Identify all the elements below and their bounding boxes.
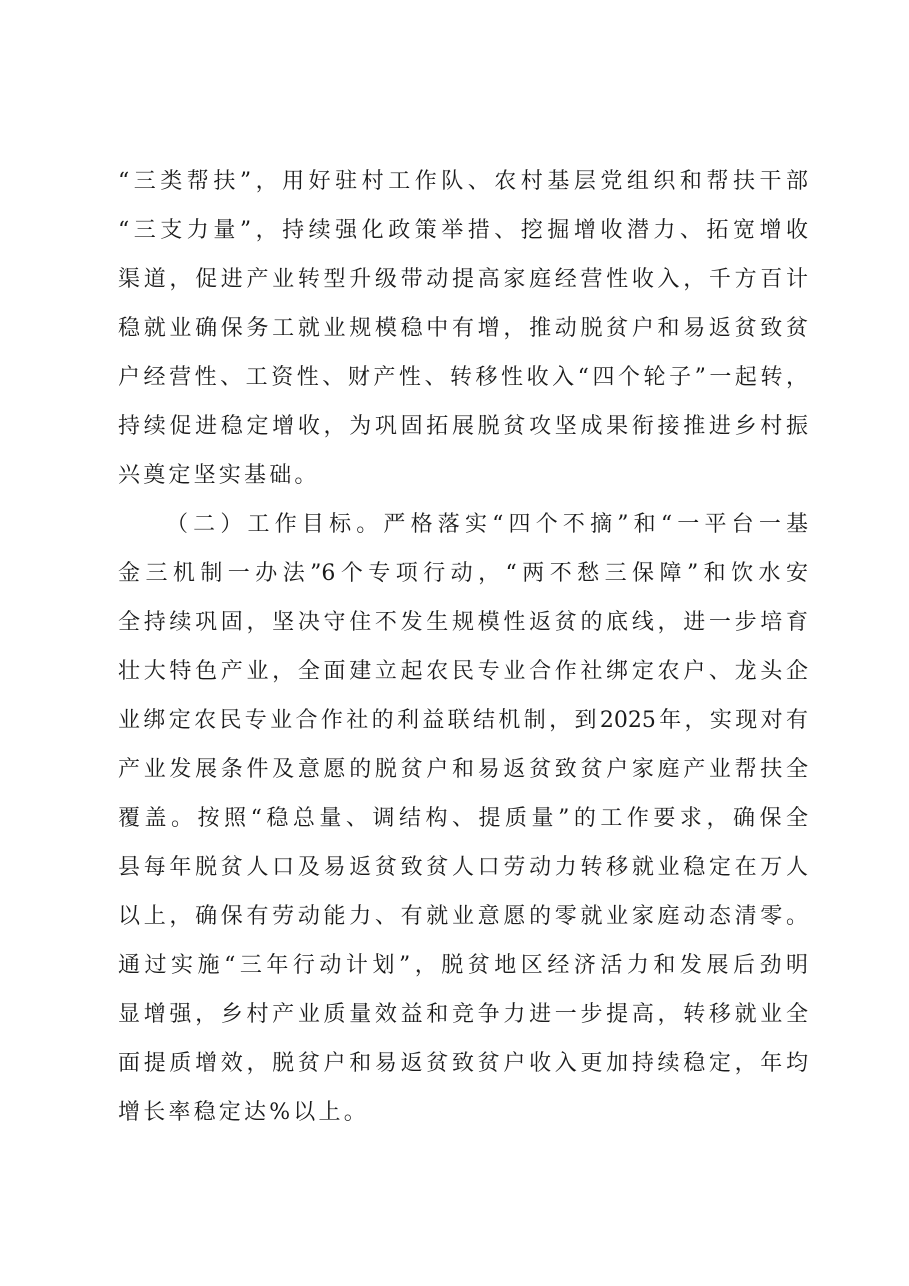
paragraph-line: 渠道，促进产业转型升级带动提高家庭经营性收入，千方百计	[118, 267, 808, 292]
paragraph-line: 覆盖。按照“稳总量、调结构、提质量”的工作要求，确保全	[118, 806, 808, 831]
paragraph-line: （二）工作目标。严格落实“四个不摘”和“一平台一基	[166, 512, 808, 537]
paragraph-line: 金三机制一办法”6个专项行动，“两不愁三保障”和饮水安	[118, 561, 808, 586]
paragraph-line: 业绑定农民专业合作社的利益联结机制，到2025年，实现对有	[118, 708, 808, 733]
paragraph-line: 通过实施“三年行动计划”，脱贫地区经济活力和发展后劲明	[118, 953, 808, 978]
paragraph-line: 以上，确保有劳动能力、有就业意愿的零就业家庭动态清零。	[118, 904, 808, 929]
paragraph-line: 显增强，乡村产业质量效益和竞争力进一步提高，转移就业全	[118, 1002, 808, 1027]
paragraph-line: 兴奠定坚实基础。	[118, 463, 320, 488]
paragraph-line: 全持续巩固，坚决守住不发生规模性返贫的底线，进一步培育	[118, 610, 808, 635]
paragraph-line: “三类帮扶”，用好驻村工作队、农村基层党组织和帮扶干部	[118, 169, 808, 194]
paragraph-line: 县每年脱贫人口及易返贫致贫人口劳动力转移就业稳定在万人	[118, 855, 808, 880]
paragraph-line: 产业发展条件及意愿的脱贫户和易返贫致贫户家庭产业帮扶全	[118, 757, 808, 782]
paragraph-line: 增长率稳定达%以上。	[118, 1100, 369, 1125]
paragraph-line: 持续促进稳定增收，为巩固拓展脱贫攻坚成果衔接推进乡村振	[118, 414, 808, 439]
paragraph-line: 面提质增效，脱贫户和易返贫致贫户收入更加持续稳定，年均	[118, 1051, 808, 1076]
paragraph-line: 户经营性、工资性、财产性、转移性收入“四个轮子”一起转，	[118, 365, 808, 390]
paragraph-line: 壮大特色产业，全面建立起农民专业合作社绑定农户、龙头企	[118, 659, 808, 684]
paragraph-line: “三支力量”，持续强化政策举措、挖掘增收潜力、拓宽增收	[118, 218, 808, 243]
paragraph-line: 稳就业确保务工就业规模稳中有增，推动脱贫户和易返贫致贫	[118, 316, 808, 341]
